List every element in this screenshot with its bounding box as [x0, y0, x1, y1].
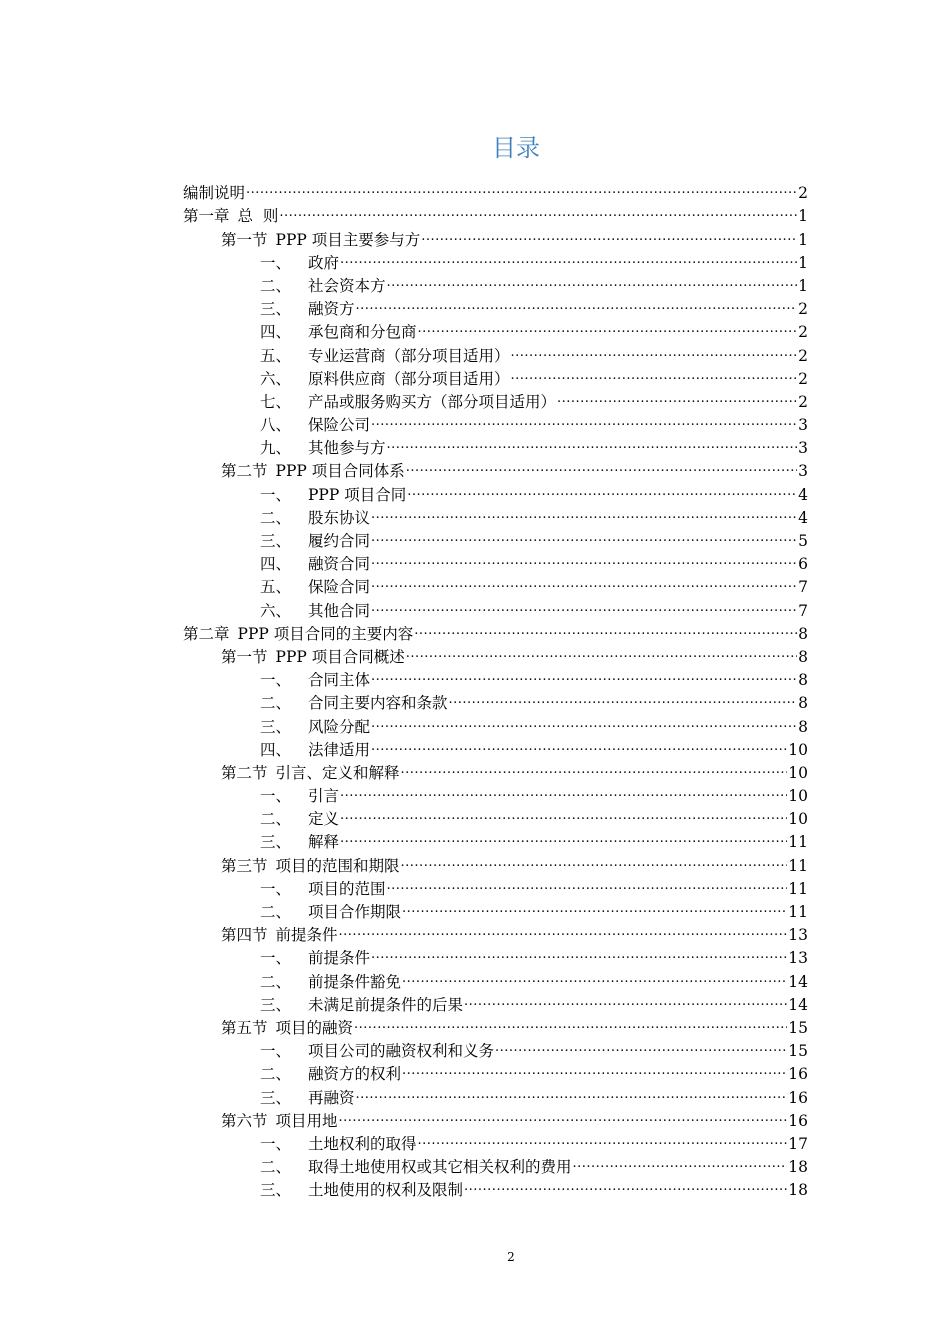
toc-entry-title: 保险合同: [308, 578, 371, 597]
toc-entry-page: 16: [788, 1111, 808, 1130]
toc-entry-number: 五、: [260, 578, 292, 597]
toc-entry-page: 10: [788, 787, 808, 806]
toc-entry-number: 第二节: [221, 462, 268, 481]
toc-dot-leader: [387, 268, 798, 291]
toc-dot-leader: [371, 407, 797, 430]
toc-dot-leader: [371, 662, 797, 685]
toc-entry-number: 一、: [260, 1134, 292, 1153]
toc-dot-leader: [418, 314, 798, 337]
page-title: 目录: [492, 134, 540, 162]
toc-entry-number: 一、: [260, 1042, 292, 1061]
toc-dot-leader: [511, 337, 798, 360]
toc-entry-title: 引言、定义和解释: [275, 763, 400, 782]
toc-dot-leader: [402, 894, 787, 917]
toc-entry-page: 7: [798, 578, 808, 597]
toc-entry-title: 股东协议: [308, 508, 371, 527]
toc-dot-leader: [340, 824, 787, 847]
toc-entry-number: 九、: [260, 439, 292, 458]
toc-entry-page: 16: [788, 1088, 808, 1107]
toc-entry[interactable]: [183, 198, 808, 226]
toc-entry-number: 二、: [260, 276, 292, 295]
toc-entry-title: 引言: [308, 787, 340, 806]
toc-entry-number: 一、: [260, 671, 292, 690]
toc-entry-number: 二、: [260, 694, 292, 713]
toc-entry-title: PPP 项目合同: [308, 485, 407, 504]
table-of-contents: [183, 175, 808, 1200]
toc-entry-page: 2: [798, 346, 808, 365]
toc-entry-title: 定义: [308, 810, 340, 829]
toc-entry-number: 第一章: [183, 207, 230, 226]
toc-entry-title: 风险分配: [308, 717, 371, 736]
toc-dot-leader: [495, 1033, 787, 1056]
toc-dot-leader: [371, 546, 797, 569]
toc-entry-page: 4: [798, 508, 808, 527]
toc-dot-leader: [406, 453, 797, 476]
toc-entry-number: 二、: [260, 1158, 292, 1177]
toc-entry-number: 二、: [260, 903, 292, 921]
toc-dot-leader: [402, 963, 787, 986]
toc-entry-number: 一、: [260, 485, 292, 504]
toc-entry-number: 一、: [260, 949, 292, 968]
toc-entry-number: 四、: [260, 555, 292, 574]
toc-entry-number: 二、: [260, 810, 292, 829]
toc-entry-title: 前提条件: [308, 949, 371, 968]
toc-entry-page: 13: [788, 926, 808, 945]
toc-entry-page: 7: [798, 601, 808, 620]
toc-entry-number: 一、: [260, 879, 292, 898]
toc-entry-number: 三、: [260, 833, 292, 852]
toc-entry-title: 再融资: [308, 1088, 355, 1107]
toc-dot-leader: [557, 384, 797, 407]
toc-dot-leader: [339, 917, 788, 940]
toc-entry-number: 二、: [260, 508, 292, 527]
toc-entry[interactable]: [183, 175, 808, 203]
toc-entry-title: 项目用地: [275, 1111, 338, 1130]
toc-entry-page: 3: [798, 416, 808, 435]
toc-dot-leader: [414, 616, 797, 639]
toc-entry-number: 第六节: [221, 1111, 268, 1130]
toc-dot-leader: [573, 1149, 788, 1172]
toc-entry-number: 七、: [260, 392, 292, 411]
toc-entry-number: 八、: [260, 416, 292, 435]
toc-dot-leader: [356, 291, 798, 314]
toc-entry-page: 1: [798, 207, 808, 226]
toc-entry-title: 履约合同: [308, 532, 371, 550]
toc-entry-title: 取得土地使用权或其它相关权利的费用: [308, 1158, 572, 1177]
toc-entry-page: 6: [798, 555, 808, 574]
toc-dot-leader: [387, 871, 788, 894]
toc-entry-number: 六、: [260, 369, 292, 388]
toc-dot-leader: [371, 708, 797, 731]
toc-entry-title: 总 则: [237, 207, 279, 226]
toc-entry-title: 前提条件: [275, 926, 338, 945]
toc-entry-title: 前提条件豁免: [308, 972, 402, 991]
toc-entry-title: 项目的融资: [275, 1018, 354, 1037]
toc-dot-leader: [406, 639, 797, 662]
toc-entry-title: 项目公司的融资权利和义务: [308, 1042, 495, 1061]
toc-entry-title: PPP 项目合同概述: [275, 647, 405, 666]
toc-entry-title: 专业运营商（部分项目适用）: [308, 346, 510, 365]
toc-entry-page: 2: [798, 300, 808, 319]
toc-entry-number: 五、: [260, 346, 292, 365]
toc-entry-number: 第二节: [221, 763, 268, 782]
toc-entry-page: 11: [788, 903, 808, 921]
toc-entry-page: 2: [798, 323, 808, 342]
toc-entry-title: 原料供应商（部分项目适用）: [308, 369, 510, 388]
toc-entry-title: 其他参与方: [308, 439, 386, 458]
toc-dot-leader: [407, 476, 797, 499]
toc-entry-number: 二、: [260, 972, 292, 991]
toc-entry-title: 法律适用: [308, 740, 371, 759]
toc-entry-title: 编制说明: [183, 184, 246, 203]
toc-entry-page: 2: [798, 184, 808, 203]
toc-entry-number: 三、: [260, 717, 292, 736]
toc-dot-leader: [402, 1056, 787, 1079]
toc-entry-title: 土地权利的取得: [308, 1134, 417, 1153]
toc-entry-page: 3: [798, 439, 808, 458]
toc-dot-leader: [511, 361, 798, 384]
toc-entry-page: 8: [798, 647, 808, 666]
toc-dot-leader: [421, 221, 797, 244]
page-number: 2: [507, 1250, 515, 1264]
toc-entry-title: PPP 项目合同体系: [275, 462, 405, 481]
toc-dot-leader: [371, 732, 787, 755]
toc-entry-page: 11: [788, 856, 808, 875]
toc-entry-page: 8: [798, 717, 808, 736]
toc-entry-page: 14: [788, 972, 808, 991]
toc-entry-number: 三、: [260, 1181, 292, 1200]
toc-entry-page: 8: [798, 671, 808, 690]
toc-entry-page: 1: [798, 276, 808, 295]
toc-dot-leader: [464, 987, 787, 1010]
toc-dot-leader: [449, 685, 798, 708]
toc-entry-number: 一、: [260, 253, 292, 272]
toc-entry-number: 三、: [260, 995, 292, 1014]
toc-dot-leader: [340, 801, 787, 824]
toc-entry-number: 三、: [260, 300, 292, 319]
toc-entry-number: 第四节: [221, 926, 268, 945]
toc-entry-title: 融资方的权利: [308, 1065, 402, 1084]
toc-entry-number: 三、: [260, 532, 292, 550]
toc-entry-title: 融资方: [308, 300, 355, 319]
toc-dot-leader: [340, 245, 797, 268]
toc-entry-number: 第三节: [221, 856, 268, 875]
toc-entry-title: 项目合作期限: [308, 903, 402, 921]
toc-dot-leader: [279, 198, 797, 221]
toc-dot-leader: [371, 523, 797, 546]
toc-entry-page: 15: [788, 1018, 808, 1037]
toc-entry-title: 承包商和分包商: [308, 323, 417, 342]
toc-dot-leader: [401, 755, 788, 778]
toc-dot-leader: [339, 1103, 788, 1126]
toc-entry-page: 18: [788, 1158, 808, 1177]
toc-entry-page: 18: [788, 1181, 808, 1200]
toc-entry-page: 10: [788, 740, 808, 759]
toc-dot-leader: [401, 847, 788, 870]
toc-entry-title: 项目的范围: [308, 879, 386, 898]
toc-dot-leader: [371, 500, 797, 523]
toc-entry-page: 13: [788, 949, 808, 968]
toc-dot-leader: [387, 430, 798, 453]
toc-dot-leader: [371, 592, 797, 615]
toc-entry-title: 其他合同: [308, 601, 371, 620]
toc-entry-page: 3: [798, 462, 808, 481]
toc-entry-title: 未满足前提条件的后果: [308, 995, 464, 1014]
toc-dot-leader: [354, 1010, 787, 1033]
toc-entry-page: 2: [798, 369, 808, 388]
toc-entry-number: 六、: [260, 601, 292, 620]
toc-entry-page: 10: [788, 763, 808, 782]
toc-dot-leader: [340, 778, 787, 801]
toc-entry-title: 项目的范围和期限: [275, 856, 400, 875]
toc-entry-title: 政府: [308, 253, 340, 272]
toc-entry-number: 第一节: [221, 230, 268, 249]
toc-entry-title: 合同主要内容和条款: [308, 694, 448, 713]
toc-entry-page: 17: [788, 1134, 808, 1153]
toc-entry-title: 合同主体: [308, 671, 371, 690]
toc-dot-leader: [464, 1172, 787, 1195]
toc-entry-number: 三、: [260, 1088, 292, 1107]
toc-entry-page: 11: [788, 833, 808, 852]
toc-dot-leader: [418, 1126, 788, 1149]
toc-entry-page: 1: [798, 253, 808, 272]
toc-entry-page: 11: [788, 879, 808, 898]
toc-entry-page: 4: [798, 485, 808, 504]
toc-dot-leader: [356, 1079, 788, 1102]
toc-entry-page: 10: [788, 810, 808, 829]
toc-entry-page: 8: [798, 694, 808, 713]
toc-entry-title: PPP 项目合同的主要内容: [237, 624, 414, 643]
toc-entry-title: 融资合同: [308, 555, 371, 574]
toc-entry-title: 解释: [308, 833, 340, 852]
toc-entry-title: 土地使用的权利及限制: [308, 1181, 464, 1200]
toc-dot-leader: [246, 175, 797, 198]
toc-entry-number: 第二章: [183, 624, 230, 643]
toc-entry-title: PPP 项目主要参与方: [275, 230, 421, 249]
toc-entry-title: 保险公司: [308, 416, 371, 435]
toc-entry-page: 1: [798, 230, 808, 249]
toc-entry-title: 产品或服务购买方（部分项目适用）: [308, 392, 557, 411]
toc-entry-number: 二、: [260, 1065, 292, 1084]
toc-dot-leader: [371, 569, 797, 592]
toc-entry-number: 四、: [260, 323, 292, 342]
toc-entry-page: 15: [788, 1042, 808, 1061]
toc-entry-page: 14: [788, 995, 808, 1014]
toc-entry-number: 一、: [260, 787, 292, 806]
toc-entry-page: 16: [788, 1065, 808, 1084]
toc-entry-page: 2: [798, 392, 808, 411]
toc-entry-number: 第五节: [221, 1018, 268, 1037]
toc-entry-page: 8: [798, 624, 808, 643]
toc-entry-title: 社会资本方: [308, 276, 386, 295]
toc-dot-leader: [371, 940, 787, 963]
toc-entry-number: 四、: [260, 740, 292, 759]
toc-entry-number: 第一节: [221, 647, 268, 666]
toc-entry-page: 5: [798, 532, 808, 550]
